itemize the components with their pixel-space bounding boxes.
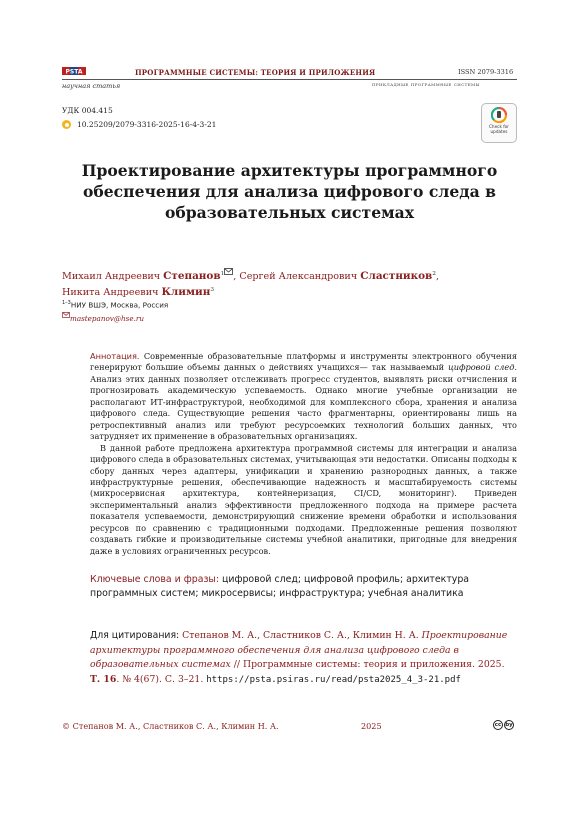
author-3-sup: 3 <box>210 286 215 293</box>
article-type: научная статья <box>62 82 121 90</box>
abstract-paragraph-1 <box>90 351 517 443</box>
abstract-p1-em: цифровой след <box>448 362 515 373</box>
cc-license-badge[interactable] <box>493 720 514 730</box>
citation-label: Для цитирования: <box>90 630 180 641</box>
author-2-first: Сергей Александрович <box>239 271 361 283</box>
affiliation <box>62 300 168 309</box>
footer-copyright: © Степанов М. А., Сластников С. А., Климин Н. А. <box>62 721 279 731</box>
check-for-updates-badge[interactable] <box>481 103 517 143</box>
citation-rest: . № 4(67). С. 3–21. <box>116 673 207 685</box>
author-1-first: Михаил Андреевич <box>62 271 164 283</box>
svg-text:PSTA: PSTA <box>65 68 83 76</box>
citation-url[interactable]: https://psta.psiras.ru/read/psta2025_4_3-21.pdf <box>206 674 461 685</box>
issn: ISSN 2079-3316 <box>458 68 514 76</box>
author-sep-2: , <box>435 271 440 283</box>
by-icon: by <box>505 722 513 728</box>
journal-section: прикладные программные системы <box>372 82 480 88</box>
doi-link[interactable]: 10.25209/2079-3316-2025-16-4-3-21 <box>77 120 217 129</box>
citation-journal: // Программные системы: теория и приложения. 2025. <box>230 659 505 671</box>
keywords-text: цифровой след; цифровой профиль; архитектура программных систем; микросервисы; инфраструктура; учебная аналитика <box>90 574 470 599</box>
citation <box>90 629 517 687</box>
abstract-p1-a: Современные образовательные платформы и инструменты электронного обучения генерируют большие объемы данных о действиях учащихся— так называемый <box>90 351 517 373</box>
author-2-last: Сластников <box>360 270 433 283</box>
author-3-last: Климин <box>161 285 211 298</box>
abstract <box>90 351 517 557</box>
author-1-sup: 1 <box>220 271 225 277</box>
journal-title: ПРОГРАММНЫЕ СИСТЕМЫ: ТЕОРИЯ И ПРИЛОЖЕНИЯ <box>135 68 376 77</box>
citation-volume: Т. 16 <box>90 673 117 685</box>
citation-authors: Степанов М. А., Сластников С. А., Климин Н. А. <box>179 630 422 641</box>
mail-icon <box>62 312 70 318</box>
check-updates-label: Check for updates <box>489 124 509 134</box>
author-2-sup: 2 <box>432 271 436 277</box>
mail-icon <box>224 268 233 275</box>
affiliation-text: НИУ ВШЭ, Москва, Россия <box>70 300 169 310</box>
author-list <box>62 268 517 299</box>
abstract-paragraph-2: В данной работе предложена архитектура программной системы для интеграции и анализа цифрового следа в образовательных системах, учитывающая эти недостатки. Описаны подходы к сбору данных через адаптеры, унификации и хранению разнородных данных, а также инфраструктурные решения, обеспечивающие надежность и масштабируемость системы (микросервисная архитектура, контейнеризация, CI/CD, мониторинг). Приведен экспериментальный анализ эффективности предложенного подхода на примере расчета показателя успеваемости, демонстрирующий снижение времени обработки и использования ресурсов по сравнению с традиционными подходами. Предложенные решения позволяют создавать гибкие и производительные системы учебной аналитики, пригодные для внедрения даже в условиях ограниченных ресурсов. <box>90 442 517 556</box>
doi-row <box>62 120 216 129</box>
keywords <box>90 573 517 601</box>
affiliation-sup: 1–3 <box>62 300 71 306</box>
abstract-label: Аннотация. <box>90 351 140 361</box>
email-row <box>62 312 144 323</box>
author-1-last: Степанов <box>163 270 221 283</box>
abstract-p1-b: . Анализ этих данных позволяет отслеживать прогресс студентов, выявлять риски отчисления и прогнозировать академическую успеваемость. Однако многие учебные организации не располагают ИТ-инфраструктурой, необходимой для комплексного сбора, хранения и анализа цифрового следа. Существующие решения часто фрагментарны, ориентированы лишь на ретроспективный анализ или требуют ресурсоемких технологий больших данных, что затрудняет их применение в образовательных организациях. <box>90 362 517 442</box>
footer-year: 2025 <box>361 721 382 731</box>
doi-icon <box>62 120 71 129</box>
header-divider <box>62 79 517 80</box>
cc-icon: cc <box>494 722 502 728</box>
article-title: Проектирование архитектуры программного обеспечения для анализа цифрового следа в образовательных системах <box>81 161 498 222</box>
journal-logo-icon <box>62 66 86 76</box>
citation-title: Проектирование архитектуры программного обеспечения для анализа цифрового следа в образовательных системах <box>90 630 508 671</box>
check-updates-icon <box>491 107 507 123</box>
author-sep-1: , <box>233 271 240 283</box>
author-3-first: Никита Андреевич <box>62 286 162 298</box>
email-link[interactable]: mastepanov@hse.ru <box>70 314 144 323</box>
keywords-label: Ключевые слова и фразы: <box>90 574 219 585</box>
udk-code: УДК 004.415 <box>62 106 113 115</box>
